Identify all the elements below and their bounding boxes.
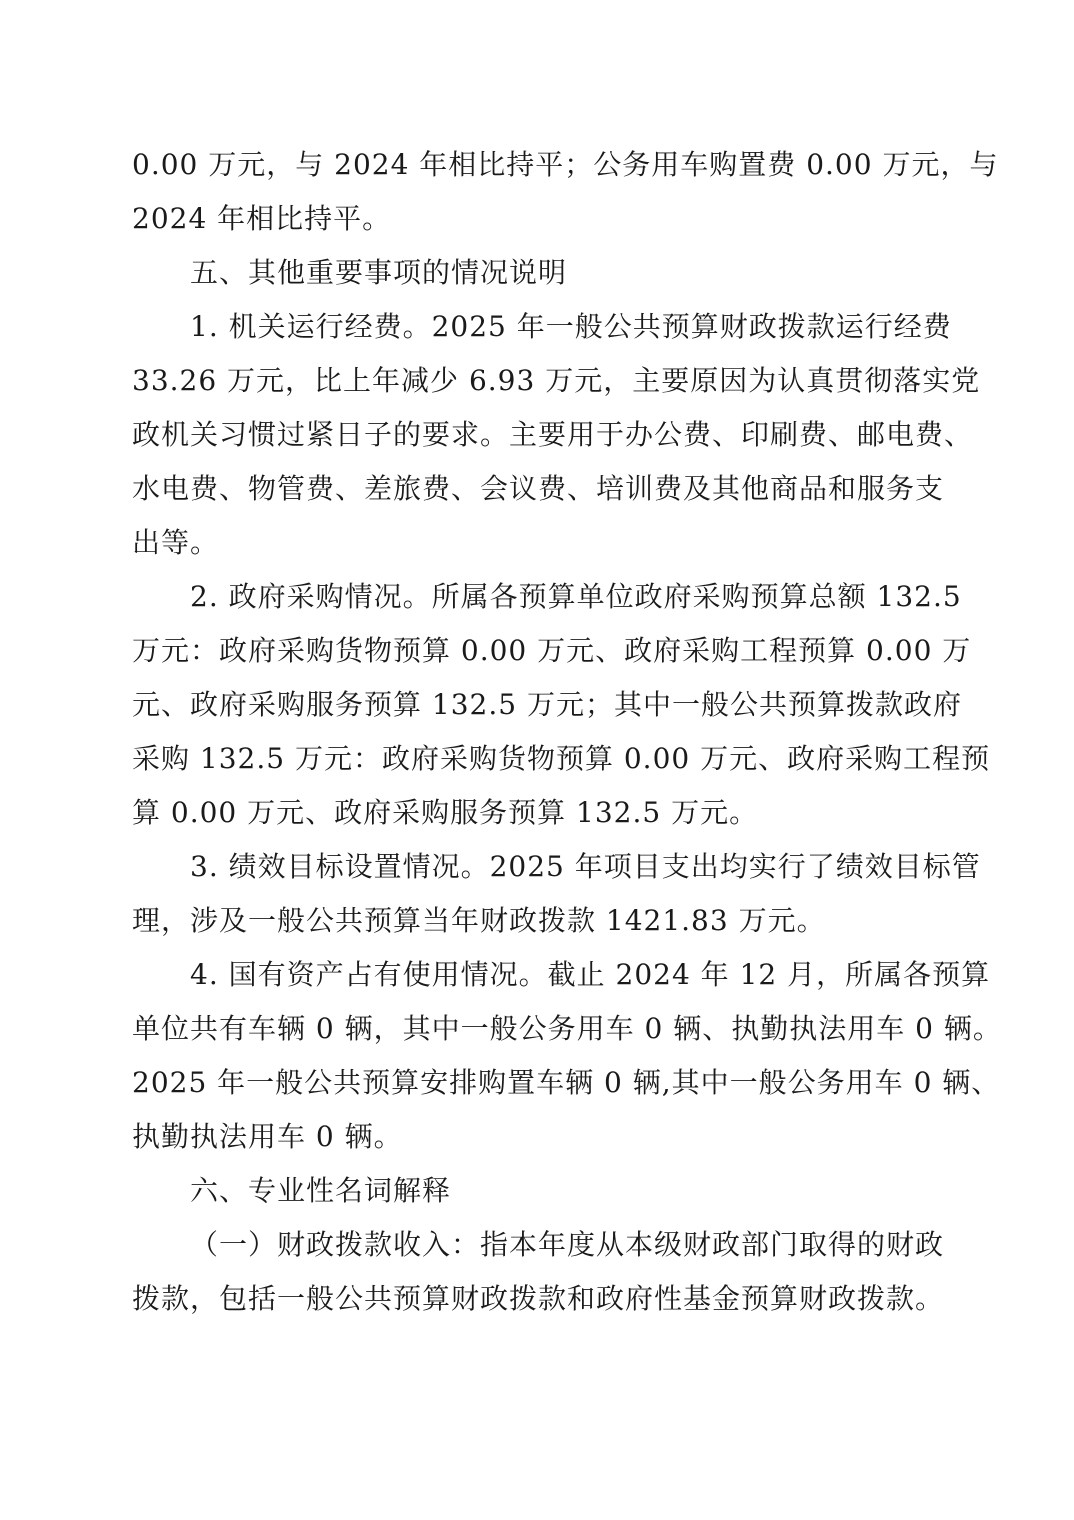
item-1-paragraph — [132, 300, 981, 570]
document-page — [132, 138, 1002, 1326]
text-line: 2025 年一般公共预算安排购置车辆 0 辆,其中一般公务用车 0 辆、 — [132, 1066, 1001, 1099]
text-line: 采购 132.5 万元：政府采购货物预算 0.00 万元、政府采购工程预 — [132, 742, 991, 775]
text-line: 3. 绩效目标设置情况。2025 年项目支出均实行了绩效目标管 — [190, 850, 981, 883]
text-line: 水电费、物管费、差旅费、会议费、培训费及其他商品和服务支 — [132, 472, 945, 505]
intro-paragraph — [132, 138, 999, 246]
text-line: 拨款，包括一般公共预算财政拨款和政府性基金预算财政拨款。 — [132, 1282, 945, 1315]
text-line: 4. 国有资产占有使用情况。截止 2024 年 12 月，所属各预算 — [190, 958, 991, 991]
text-line: 算 0.00 万元、政府采购服务预算 132.5 万元。 — [132, 796, 759, 829]
section-6-heading: 六、专业性名词解释 — [190, 1174, 452, 1207]
item-4-paragraph — [132, 948, 1002, 1164]
text-line: 单位共有车辆 0 辆，其中一般公务用车 0 辆、执勤执法用车 0 辆。 — [132, 1012, 1002, 1045]
text-line: 1. 机关运行经费。2025 年一般公共预算财政拨款运行经费 — [190, 310, 952, 343]
text-line: （一）财政拨款收入：指本年度从本级财政部门取得的财政 — [190, 1228, 945, 1261]
text-line: 政机关习惯过紧日子的要求。主要用于办公费、印刷费、邮电费、 — [132, 418, 974, 451]
text-line: 2024 年相比持平。 — [132, 202, 392, 235]
section-5-heading: 五、其他重要事项的情况说明 — [190, 256, 568, 289]
item-3-paragraph — [132, 840, 981, 948]
text-line: 0.00 万元，与 2024 年相比持平；公务用车购置费 0.00 万元，与 — [132, 148, 999, 181]
item-2-paragraph — [132, 570, 991, 840]
text-line: 万元：政府采购货物预算 0.00 万元、政府采购工程预算 0.00 万 — [132, 634, 972, 667]
text-line: 执勤执法用车 0 辆。 — [132, 1120, 403, 1153]
text-line: 理，涉及一般公共预算当年财政拨款 1421.83 万元。 — [132, 904, 826, 937]
text-line: 出等。 — [132, 526, 220, 559]
text-line: 33.26 万元，比上年减少 6.93 万元，主要原因为认真贯彻落实党 — [132, 364, 981, 397]
term-1-paragraph — [132, 1218, 944, 1326]
text-line: 2. 政府采购情况。所属各预算单位政府采购预算总额 132.5 — [190, 580, 962, 613]
text-line: 元、政府采购服务预算 132.5 万元；其中一般公共预算拨款政府 — [132, 688, 962, 721]
